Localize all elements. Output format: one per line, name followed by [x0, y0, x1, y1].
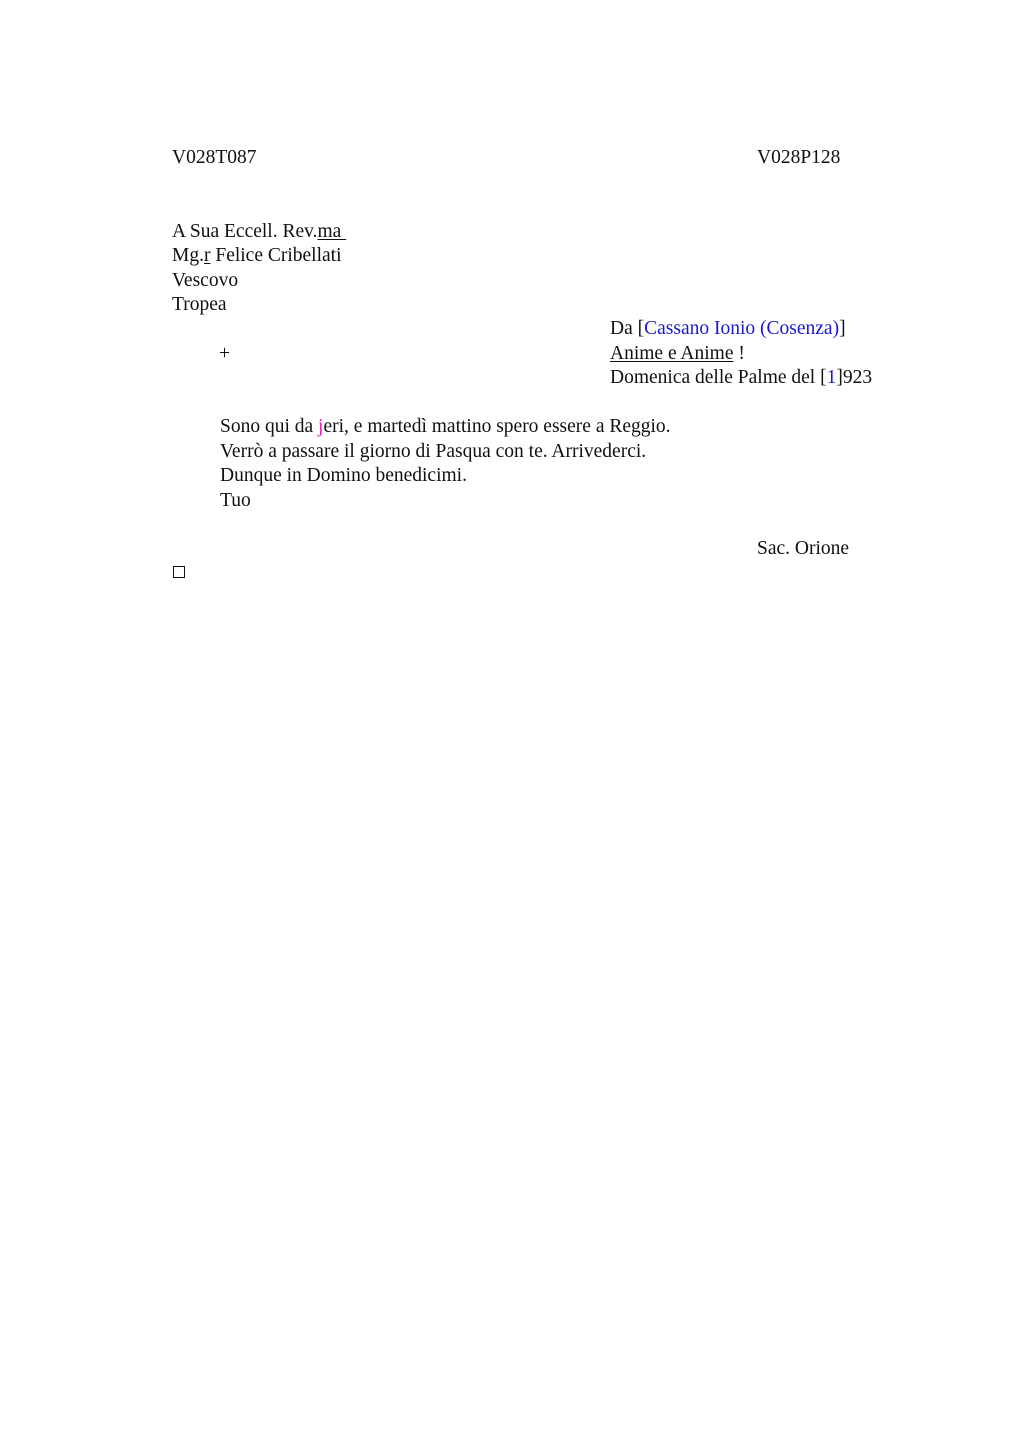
dateline-date-suffix: ]923: [836, 367, 873, 388]
end-marker-box-icon: [173, 566, 185, 578]
address-line-1-text: A Sua Eccell. Rev.: [172, 221, 318, 242]
address-line-4: Tropea: [172, 294, 227, 315]
dateline-motto-suffix: !: [733, 343, 745, 364]
address-line-3: Vescovo: [172, 270, 239, 291]
address-line-2-abbrev: r: [203, 245, 211, 266]
dateline-motto-text: Anime e Anime: [610, 343, 734, 364]
dateline-place-suffix: ]: [839, 318, 846, 339]
address-line-2-text: Mg.: [172, 245, 204, 266]
dateline-place-prefix: Da [: [610, 318, 645, 339]
body-line-3: Dunque in Domino benedicimi.: [220, 465, 467, 486]
cross-symbol: +: [219, 343, 230, 364]
dateline-place-name: Cassano Ionio (Cosenza): [644, 318, 840, 339]
body-line-1-prefix: Sono qui da: [220, 416, 319, 437]
address-line-1: [172, 220, 346, 244]
body-line-4: Tuo: [220, 490, 251, 511]
address-line-1-abbrev: ma: [317, 221, 347, 242]
address-line-2-name: Felice Cribellati: [210, 245, 342, 266]
body-line-1-suffix: eri, e martedì mattino spero essere a Reggio.: [323, 416, 671, 437]
dateline-date: [610, 366, 872, 390]
body-line-1: [220, 415, 671, 439]
body-line-1-mark: j: [318, 416, 324, 437]
address-line-2: [172, 244, 342, 268]
document-code-left: V028T087: [172, 147, 257, 168]
body-line-2: Verrò a passare il giorno di Pasqua con te. Arrivederci.: [220, 441, 647, 462]
dateline-date-prefix: Domenica delle Palme del [: [610, 367, 827, 388]
document-code-right: V028P128: [757, 147, 841, 168]
signature: Sac. Orione: [757, 538, 850, 559]
dateline-place: [610, 317, 846, 341]
dateline-date-digit: 1: [826, 367, 837, 388]
dateline-motto: [610, 342, 745, 366]
